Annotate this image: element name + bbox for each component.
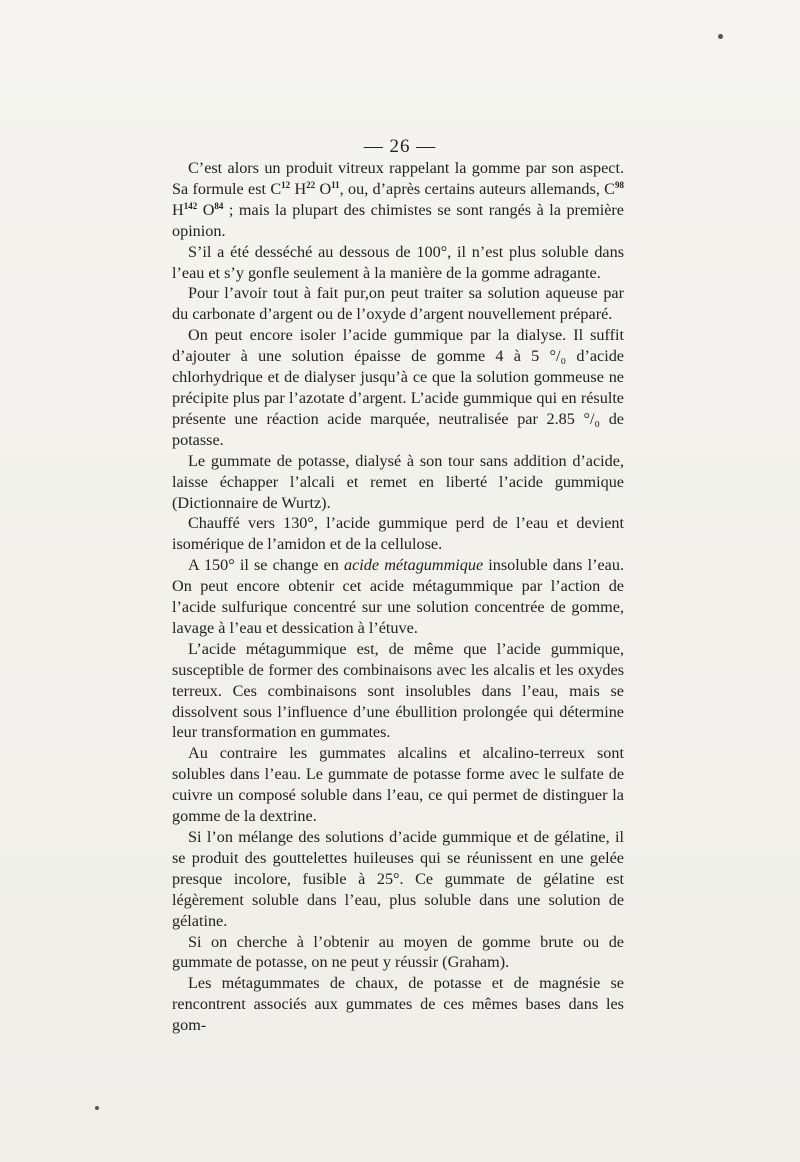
italic-term: acide métagummique (344, 556, 484, 575)
paragraph (172, 932, 624, 974)
text-run: ; mais la plupart des chimistes se sont rangés à la première opinion. (172, 200, 624, 240)
formula-exponent: 22 (306, 179, 316, 190)
body-text (172, 158, 624, 1036)
text-run: L’acide métagummique est, de même que l’acide gummique, susceptible de former des combinaisons avec les alcalis et les oxydes terreux. Ces combinaisons sont insolubles dans l’eau, mais se dissolvent sous l’influence d’une ébullition prolongée qui détermine leur transformation en gummates. (172, 639, 624, 742)
text-run: Le gummate de potasse, dialysé à son tour sans addition d’acide, laisse échapper l’alcali et remet en liberté l’acide gummique (Dictionnaire de Wurtz). (172, 451, 624, 512)
formula-exponent: 12 (281, 179, 291, 190)
paragraph (172, 827, 624, 932)
text-run: , ou, d’après certains auteurs allemands, C (339, 179, 615, 198)
text-run: On peut encore isoler l’acide gummique par la dialyse. Il suffit d’ajouter à une solution épaisse de gomme 4 à 5 °/₀ d’acide chlorhydrique et de dialyser jusqu’à ce que la solution gommeuse ne précipite plus par l’azotate d’argent. L’acide gummique qui en résulte présente une réaction acide marquée, neutralisée par 2.85 °/₀ de potasse. (172, 326, 624, 449)
paragraph (172, 451, 624, 514)
paragraph (172, 325, 624, 450)
text-run: O (315, 179, 332, 198)
text-run: insoluble dans l’eau. On peut encore obtenir cet acide métagummique par l’action de l’acide sulfurique concentré sur une solution concentrée de gomme, lavage à l’eau et dessication à l’étuve. (172, 556, 624, 637)
text-run: O (197, 200, 215, 219)
formula-exponent: 98 (614, 179, 624, 190)
text-run: Pour l’avoir tout à fait pur,on peut traiter sa solution aqueuse par du carbonate d’argent ou de l’oxyde d’argent nouvellement préparé. (172, 284, 624, 324)
paragraph (172, 513, 624, 555)
paragraph (172, 242, 624, 284)
ink-speck (718, 34, 723, 39)
text-run: S’il a été desséché au dessous de 100°, il n’est plus soluble dans l’eau et s’y gonfle seulement à la manière de la gomme adragante. (172, 242, 624, 282)
ink-speck (95, 1106, 99, 1110)
formula-exponent: 84 (214, 200, 224, 211)
formula-exponent: 142 (183, 200, 198, 211)
text-run: H (290, 179, 307, 198)
text-run: H (172, 200, 184, 219)
text-run: A 150° il se change en (188, 556, 345, 575)
paragraph (172, 639, 624, 744)
text-run: C’est alors un produit vitreux rappelant la gomme par son aspect. Sa formule est C (172, 159, 624, 198)
paragraph (172, 158, 624, 242)
text-run: Au contraire les gummates alcalins et alcalino-terreux sont solubles dans l’eau. Le gummate de potasse forme avec le sulfate de cuivre un composé soluble dans l’eau, ce qui permet de distinguer la gomme de la dextrine. (172, 744, 624, 826)
paragraph (172, 283, 624, 325)
paragraph (172, 743, 624, 827)
formula-exponent: 11 (331, 179, 340, 190)
paragraph (172, 555, 624, 639)
paragraph (172, 973, 624, 1036)
page-number: — 26 — (363, 136, 437, 157)
text-run: Les métagummates de chaux, de potasse et de magnésie se rencontrent associés aux gummates de ces mêmes bases dans les gom- (172, 974, 624, 1035)
text-run: Si l’on mélange des solutions d’acide gummique et de gélatine, il se produit des gouttelettes huileuses qui se réunissent en une gelée presque incolore, fusible à 25°. Ce gummate de gélatine est légèrement soluble dans l’eau, plus soluble dans une solution de gélatine. (172, 828, 624, 930)
text-run: Chauffé vers 130°, l’acide gummique perd de l’eau et devient isomérique de l’amidon et de la cellulose. (172, 514, 624, 554)
text-run: Si on cherche à l’obtenir au moyen de gomme brute ou de gummate de potasse, on ne peut y réussir (Graham). (172, 932, 624, 972)
